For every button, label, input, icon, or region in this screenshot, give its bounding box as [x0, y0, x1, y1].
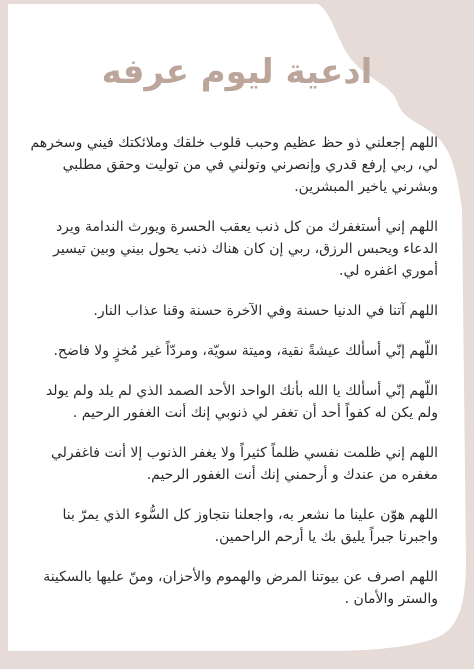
dua-paragraph: اللّهم إنّي أسألك يا الله بأنك الواحد الأحد الصمد الذي لم يلد ولم يولد ولم يكن له كفواً أحد أن تغفر لي ذنوبي إنك أنت الغفور الرحيم . [45, 383, 438, 421]
dua-paragraph: اللهم إجعلني ذو حظ عظيم وحبب قلوب خلقك وملائكتك فيني وسخرهم لي، ربي إرفع قدري وإنصرني وتولني في من توليت وحقق مطلبي وبشرني ياخير المبشرين. [30, 135, 438, 195]
dua-paragraph: اللّهم إنّي أسألك عيشةً نقية، وميتة سويّة، ومردّاً غير مُخزٍ ولا فاضح. [53, 343, 438, 359]
dua-paragraph: اللهم اصرف عن بيوتنا المرض والهموم والأحزان، ومنّ عليها بالسكينة والستر والأمان . [43, 569, 438, 607]
dua-list [30, 132, 438, 628]
dua-paragraph: اللهم إني أستغفرك من كل ذنب يعقب الحسرة ويورث الندامة ويرد الدعاء ويحبس الرزق، ربي إن كان هناك ذنب يحول بيني وبين تيسير أموري اغفره لي. [53, 219, 438, 279]
dua-paragraph: اللهم إني ظلمت نفسي ظلماً كثيراً ولا يغفر الذنوب إلا أنت فاغفرلي مغفره من عندك و أرحمني إنك أنت الغفور الرحيم. [50, 445, 438, 483]
dua-paragraph: اللهم هوّن علينا ما نشعر به، واجعلنا نتجاوز كل السُّوء الذي يمرّ بنا واجبرنا جبراً يليق بك يا أرحم الراحمين. [62, 507, 438, 545]
page-title: ادعية ليوم عرفه [101, 52, 373, 92]
dua-paragraph: اللهم آتنا في الدنيا حسنة وفي الآخرة حسنة وقنا عذاب النار. [93, 303, 438, 319]
